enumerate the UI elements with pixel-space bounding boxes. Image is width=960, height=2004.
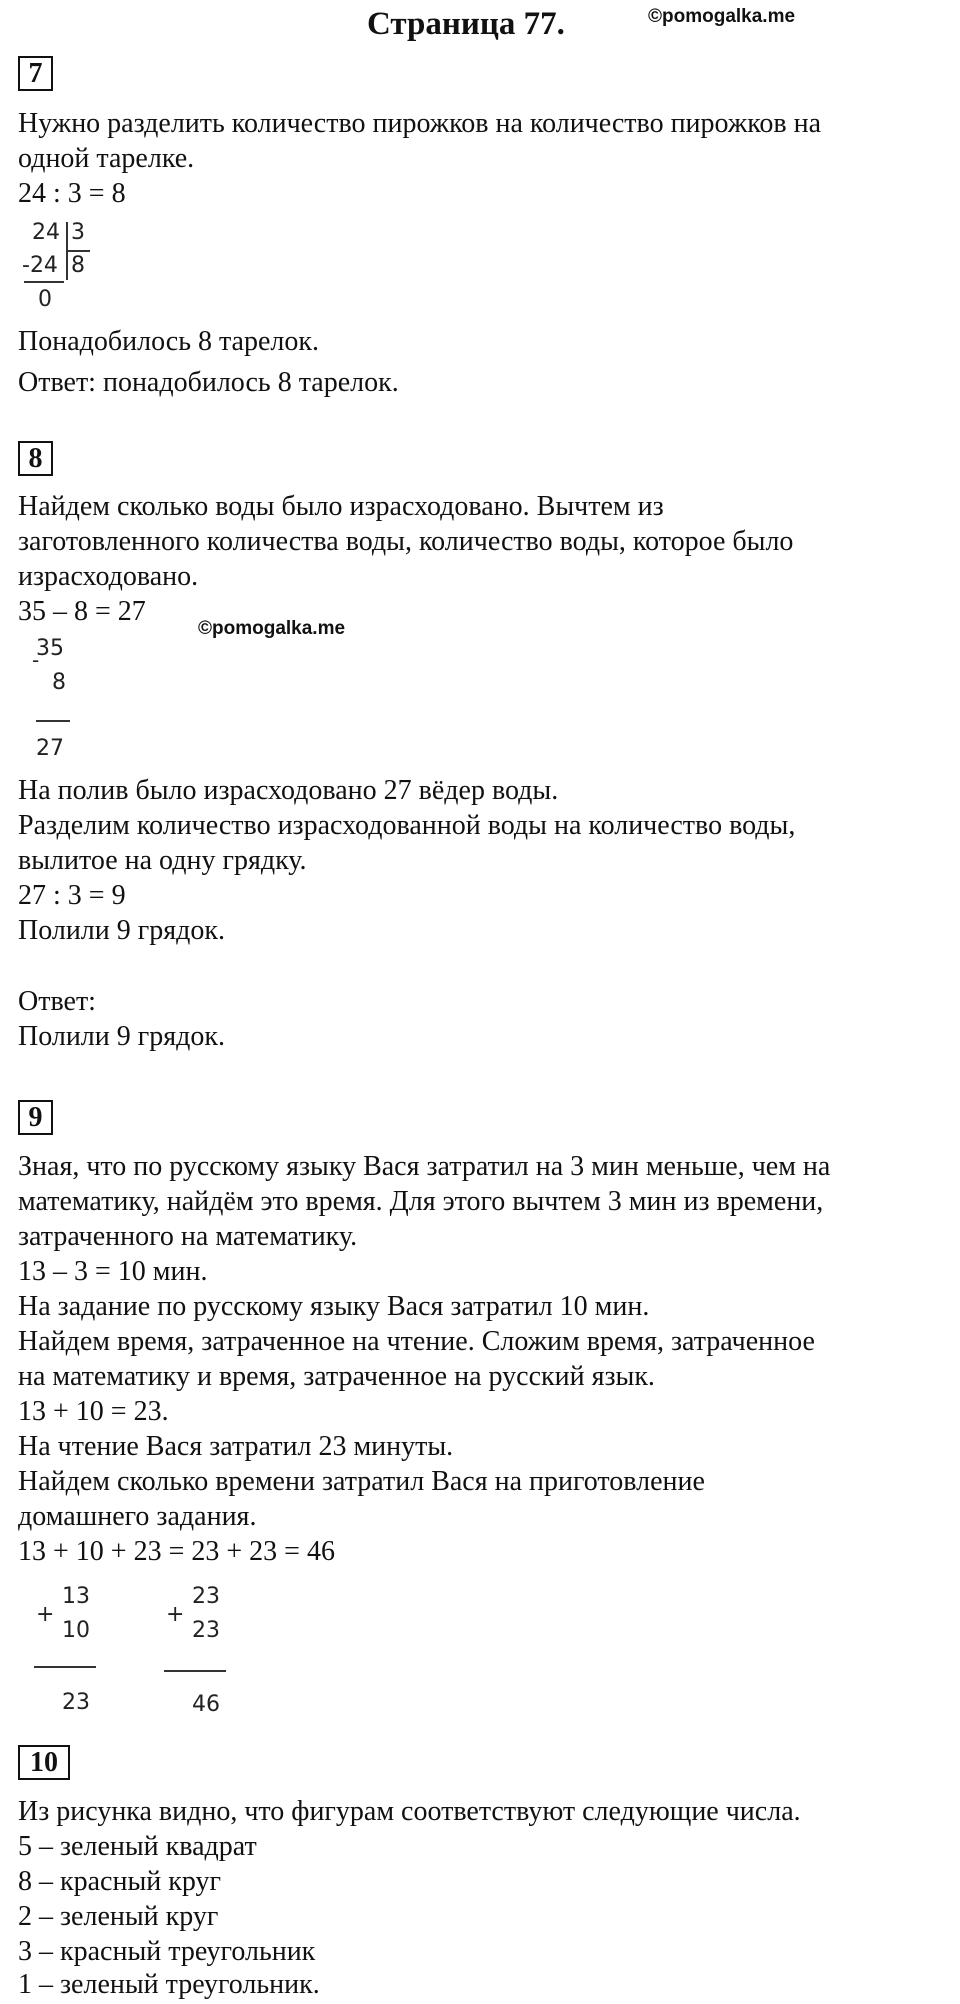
addend: 23 bbox=[192, 1584, 220, 1609]
task8-equation: 35 – 8 = 27 bbox=[18, 596, 146, 627]
task9-equation: 13 + 10 + 23 = 23 + 23 = 46 bbox=[18, 1536, 335, 1567]
sum: 23 bbox=[62, 1690, 90, 1715]
addend: 10 bbox=[62, 1618, 90, 1643]
task9-text-line: Найдем время, затраченное на чтение. Сложим время, затраченное bbox=[18, 1326, 815, 1357]
task8-text-line: израсходовано. bbox=[18, 561, 199, 592]
watermark: ©pomogalka.me bbox=[648, 6, 796, 27]
task7-answer: Ответ: понадобилось 8 тарелок. bbox=[18, 367, 399, 398]
task10-list-item: 8 – красный круг bbox=[18, 1866, 221, 1897]
task9-text-line: на математику и время, затраченное на русский язык. bbox=[18, 1361, 655, 1392]
task10-list-item: 3 – красный треугольник bbox=[18, 1936, 316, 1967]
task9-text-line: Зная, что по русскому языку Вася затратил на 3 мин меньше, чем на bbox=[18, 1151, 831, 1182]
column-addition-calc-2 bbox=[162, 1584, 252, 1724]
task9-text-line: математику, найдём это время. Для этого вычтем 3 мин из времени, bbox=[18, 1186, 824, 1217]
division-horizontal-line bbox=[66, 250, 90, 252]
dividend: 24 bbox=[32, 220, 60, 245]
division-underline bbox=[24, 281, 64, 283]
task7-result: Понадобилось 8 тарелок. bbox=[18, 326, 319, 357]
task9-equation: 13 – 3 = 10 мин. bbox=[18, 1256, 208, 1287]
task8-equation: 27 : 3 = 9 bbox=[18, 880, 126, 911]
task-number-10: 10 bbox=[18, 1745, 70, 1780]
task9-text-line: На чтение Вася затратил 23 минуты. bbox=[18, 1431, 454, 1462]
task8-text-line: заготовленного количества воды, количество воды, которое было bbox=[18, 526, 794, 557]
watermark: ©pomogalka.me bbox=[198, 618, 346, 639]
task9-text-line: Найдем сколько времени затратил Вася на приготовление bbox=[18, 1466, 705, 1497]
task-number-9: 9 bbox=[18, 1100, 53, 1135]
task7-equation: 24 : 3 = 8 bbox=[18, 178, 126, 209]
task9-text-line: домашнего задания. bbox=[18, 1501, 257, 1532]
task8-answer-text: Полили 9 грядок. bbox=[18, 1021, 225, 1052]
subtraction-underline bbox=[36, 720, 70, 722]
quotient: 8 bbox=[71, 253, 85, 278]
task9-equation: 13 + 10 = 23. bbox=[18, 1396, 169, 1427]
sum: 46 bbox=[192, 1692, 220, 1717]
task8-text-line: Найдем сколько воды было израсходовано. Вычтем из bbox=[18, 491, 664, 522]
task10-list-item: 5 – зеленый квадрат bbox=[18, 1831, 257, 1862]
addend: 13 bbox=[62, 1584, 90, 1609]
subtrahend: -24 bbox=[22, 253, 58, 278]
task8-text-line: На полив было израсходовано 27 вёдер воды. bbox=[18, 775, 559, 806]
minus-sign: - bbox=[32, 648, 40, 672]
task8-text-line: Разделим количество израсходованной воды на количество воды, bbox=[18, 810, 796, 841]
task10-list-item: 1 – зеленый треугольник. bbox=[18, 1969, 320, 2000]
page-title: Страница 77. bbox=[367, 6, 565, 42]
task8-result: Полили 9 грядок. bbox=[18, 915, 225, 946]
addition-underline bbox=[34, 1666, 96, 1668]
task7-text-line: Нужно разделить количество пирожков на количество пирожков на bbox=[18, 108, 822, 139]
column-subtraction-calc bbox=[22, 636, 102, 766]
task8-text-line: вылитое на одну грядку. bbox=[18, 845, 307, 876]
long-division-calc bbox=[22, 220, 102, 320]
task9-text-line: затраченного на математику. bbox=[18, 1221, 358, 1252]
task10-text-line: Из рисунка видно, что фигурам соответствуют следующие числа. bbox=[18, 1796, 801, 1827]
column-addition-calc-1 bbox=[30, 1584, 120, 1724]
addition-underline bbox=[164, 1670, 226, 1672]
plus-sign: + bbox=[36, 1602, 55, 1627]
task8-answer-label: Ответ: bbox=[18, 986, 96, 1017]
task10-list-item: 2 – зеленый круг bbox=[18, 1901, 219, 1932]
divisor: 3 bbox=[71, 220, 85, 245]
task-number-8: 8 bbox=[18, 441, 53, 476]
plus-sign: + bbox=[166, 1602, 185, 1627]
task7-text-line: одной тарелке. bbox=[18, 143, 195, 174]
task9-text-line: На задание по русскому языку Вася затратил 10 мин. bbox=[18, 1291, 650, 1322]
task-number-7: 7 bbox=[18, 56, 53, 91]
difference: 27 bbox=[36, 736, 64, 761]
addend: 23 bbox=[192, 1618, 220, 1643]
remainder: 0 bbox=[38, 287, 52, 312]
minuend: 35 bbox=[36, 636, 64, 661]
subtrahend: 8 bbox=[52, 670, 66, 695]
